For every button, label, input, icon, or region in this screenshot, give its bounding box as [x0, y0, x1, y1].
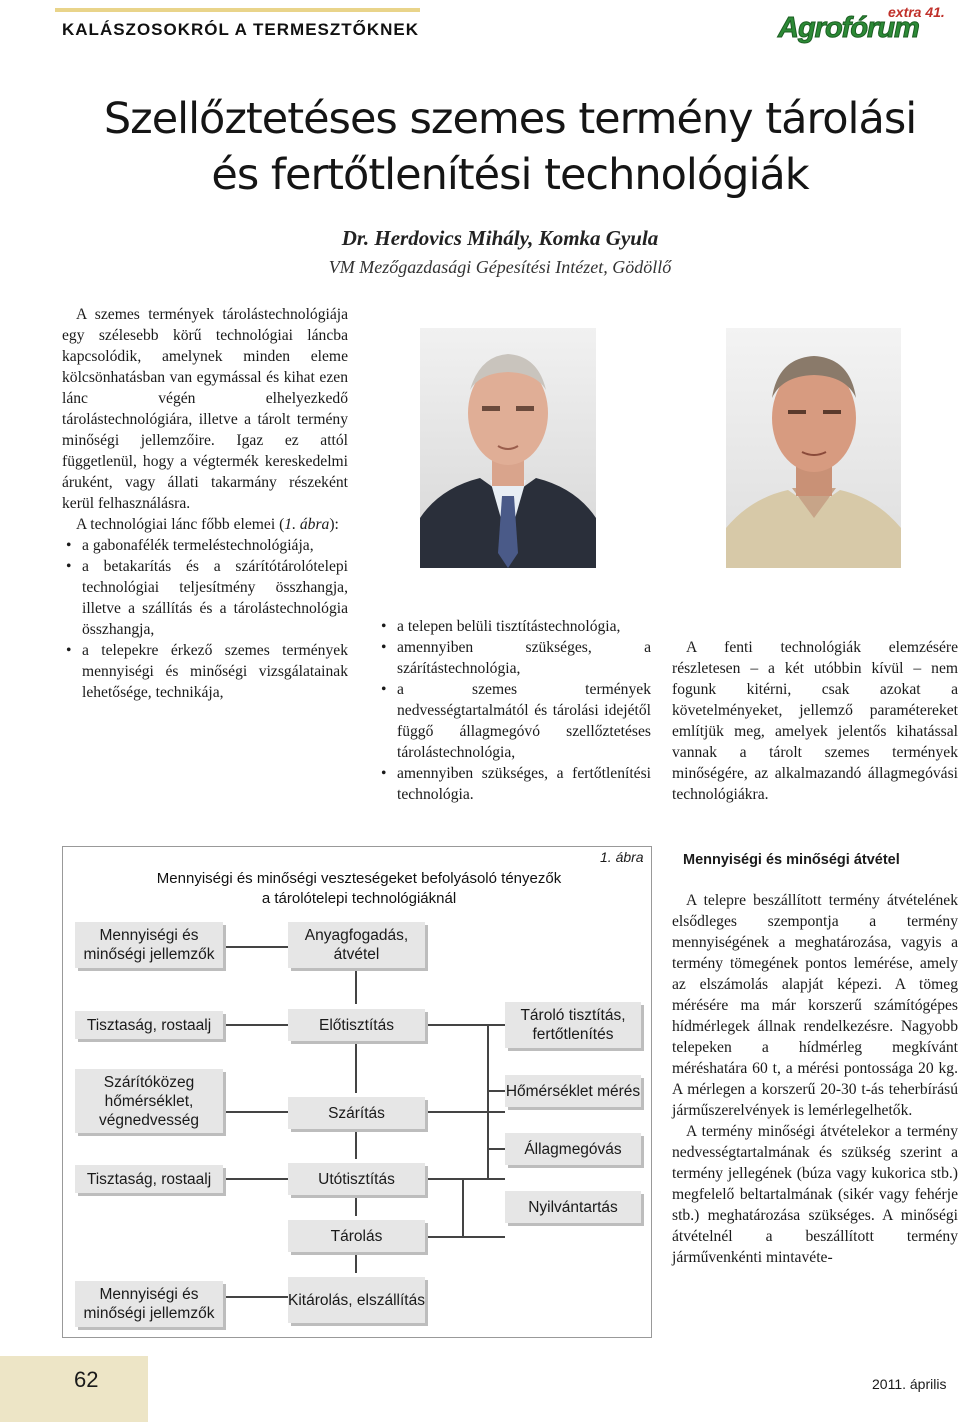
section-paragraph-2: A termény minőségi átvételekor a termény nedvességtartalmának és szükség szerint a termény jellegének (búza vagy kukorica stb.) megfelelő beltartalmának (sikér vagy fehérje stb.) meghatározása szükséges. A minőségi átvételnél a beszállított termény járművenkénti mintavéte- [672, 1123, 958, 1266]
list-item: • amennyiben szükséges, a szárítástechnológia, [377, 637, 651, 679]
list-item: • a szemes termények nedvességtartalmától és tárolási idejétől függő állagmegóvó szellőztetéses tárolástechnológia, [377, 679, 651, 763]
column-4 [672, 890, 958, 1268]
article-title-line2: és fertőtlenítési technológiák [211, 150, 809, 200]
figure-title: Mennyiségi és minőségi veszteségeket befolyásoló tényezők a tárolótelepi technológiáknál [156, 870, 562, 907]
article-title-line1: Szellőztetéses szemes termény tárolási [103, 94, 917, 144]
diagram-box-center-2: Előtisztítás [288, 1009, 425, 1041]
diagram-box-left-4: Tisztaság, rostaalj [75, 1165, 223, 1193]
section-heading: Mennyiségi és minőségi átvétel [683, 852, 900, 868]
column-2 [377, 616, 651, 805]
list-item: • a betakarítás és a szárítótárolótelepi technológiai teljesítmény összhangja, illetve a szállítás és a tárolástechnológia összhangja, [62, 556, 348, 640]
summary-paragraph: A fenti technológiák elemzésére részletesen – a két utóbbin kívül – nem fogunk kitérni, csak azokat a követelményeket, jellemző paramétereket említjük meg, amelyek jelentős kihatással vannak a tárolt szemes termények minőségére, az alkalmazandó állagmegóvási technológiákra. [672, 639, 958, 803]
author-photo-1 [420, 328, 596, 568]
list-item: • a telepen belüli tisztítástechnológia, [377, 616, 651, 637]
column-3 [672, 637, 958, 805]
issue-date: 2011. április [872, 1376, 947, 1392]
list-item: • amennyiben szükséges, a fertőtlenítési technológia. [377, 763, 651, 805]
header-rule [55, 8, 420, 12]
chain-list-cont [377, 616, 651, 805]
diagram-box-right-3: Állagmegóvás [505, 1133, 641, 1165]
intro-paragraph: A szemes termények tárolástechnológiája egy szélesebb körű technológiai láncba kapcsolódik, amelynek minden eleme kölcsönhatásban van egymással és kihat ezen lánc végén elhelyezkedő tárolástechnológiára, illetve a tárolt termény minőségi jellemzőire. Igaz ez attól függetlenül, hogy a végtermék kereskedelmi áruként, vagy állati takarmány részeként kerül felhasználásra. [62, 306, 348, 512]
diagram-box-center-4: Utótisztítás [288, 1163, 425, 1195]
magazine-logo: Agrofórum [778, 12, 919, 44]
diagram-box-center-6: Kitárolás, elszállítás [288, 1277, 425, 1323]
article-authors: Dr. Herdovics Mihály, Komka Gyula [341, 226, 659, 250]
author-institute: VM Mezőgazdasági Gépesítési Intézet, Gödöllő [328, 257, 672, 277]
list-item: • a gabonafélék termeléstechnológiája, [62, 535, 348, 556]
diagram-box-center-5: Tárolás [288, 1220, 425, 1252]
figure-frame [62, 846, 652, 1338]
diagram-box-left-2: Tisztaság, rostaalj [75, 1011, 223, 1039]
author-photo-2 [726, 328, 901, 568]
diagram-box-left-3: Szárítóközeg hőmérséklet, végnedvesség [75, 1069, 223, 1133]
page-number: 62 [74, 1367, 99, 1392]
diagram-box-right-2: Hőmérséklet mérés [505, 1075, 641, 1107]
section-header: KALÁSZOSOKRÓL A TERMESZTŐKNEK [62, 20, 420, 39]
diagram-box-left-5: Mennyiségi és minőségi jellemzők [75, 1281, 223, 1327]
chain-list [62, 535, 348, 703]
figure-reference: 1. ábra [284, 516, 330, 533]
section-paragraph-1: A telepre beszállított termény átvételének elsődleges szempontja a termény mennyiségének a meghatározása, vagyis a termény tömegének pontos lemérése, amely az elszámolás alapját képezi. A tömeg mérésére ma már korszerű számítógépes hídmérlegek állnak rendelkezésre. Nagyobb telepeken a hídmérleg megkívánt méréshatára 60 t, a mérési pontossága 20 kg. A mérlegen a korszerű 20-30 t-ás teherbírású járműszerelvények is lemérlegelhetők. [672, 892, 958, 1119]
diagram-box-right-4: Nyilvántartás [505, 1191, 641, 1223]
chain-intro: A technológiai lánc főbb elemei (1. ábra): [76, 516, 339, 533]
figure-label: 1. ábra [600, 849, 644, 865]
diagram-box-center-3: Szárítás [288, 1097, 425, 1129]
column-1 [62, 304, 348, 703]
diagram-box-right-1: Tároló tisztítás, fertőtlenítés [505, 1002, 641, 1048]
diagram-box-left-1: Mennyiségi és minőségi jellemzők [75, 922, 223, 968]
diagram-box-center-1: Anyagfogadás, átvétel [288, 922, 425, 968]
logo-issue: extra 41. [888, 4, 945, 20]
list-item: • a telepekre érkező szemes termények mennyiségi és minőségi vizsgálatainak lehetősége, technikája, [62, 640, 348, 703]
